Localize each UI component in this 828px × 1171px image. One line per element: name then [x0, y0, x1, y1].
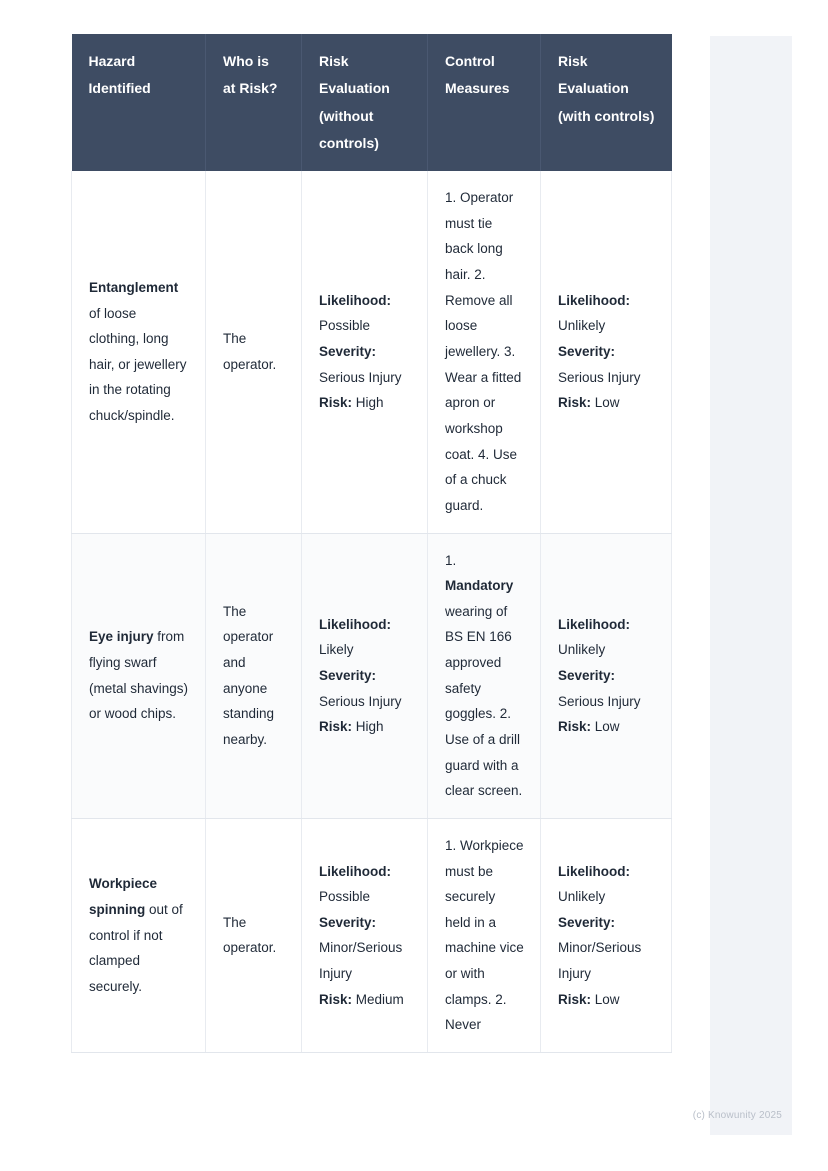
hazard-description: from flying swarf (metal shavings) or wood chips.	[89, 629, 189, 722]
likelihood-value: Possible	[319, 889, 371, 905]
risk-value: Low	[591, 991, 620, 1007]
hazard-name: Eye injury	[89, 629, 154, 645]
likelihood-value: Likely	[319, 642, 354, 658]
risk-label: Risk:	[319, 395, 353, 411]
cell-control-measures	[428, 533, 541, 818]
severity-value: Serious Injury	[558, 693, 641, 709]
likelihood-value: Possible	[319, 318, 371, 334]
cell-risk-without-controls	[302, 171, 428, 533]
column-header-hazard: Hazard Identified	[72, 34, 206, 171]
severity-label: Severity:	[558, 344, 616, 360]
risk-value: Low	[591, 719, 620, 735]
severity-label: Severity:	[319, 914, 377, 930]
severity-value: Serious Injury	[319, 693, 402, 709]
risk-value: High	[352, 719, 384, 735]
cell-control-measures: 1. Workpiece must be securely held in a machine vice or with clamps. 2. Never	[428, 818, 541, 1052]
column-header-control-measures: Control Measures	[428, 34, 541, 171]
risk-label: Risk:	[558, 991, 592, 1007]
likelihood-label: Likelihood:	[558, 616, 630, 632]
table-row	[72, 818, 672, 1052]
table-row	[72, 171, 672, 533]
likelihood-label: Likelihood:	[319, 616, 391, 632]
likelihood-label: Likelihood:	[558, 863, 630, 879]
severity-label: Severity:	[319, 667, 377, 683]
control-measures-emphasis: Mandatory	[445, 578, 514, 594]
cell-risk-without-controls	[302, 533, 428, 818]
cell-risk-with-controls	[541, 533, 672, 818]
hazard-name: Workpiece spinning	[89, 876, 158, 918]
table-header-row	[72, 34, 672, 171]
watermark: (c) Knowunity 2025	[692, 1110, 782, 1121]
cell-hazard	[72, 818, 206, 1052]
cell-control-measures: 1. Operator must tie back long hair. 2. Remove all loose jewellery. 3. Wear a fitted apron or workshop coat. 4. Use of a chuck guard.	[428, 171, 541, 533]
severity-label: Severity:	[558, 667, 616, 683]
likelihood-value: Unlikely	[558, 318, 606, 334]
likelihood-label: Likelihood:	[319, 292, 391, 308]
likelihood-label: Likelihood:	[558, 292, 630, 308]
hazard-description: out of control if not clamped securely.	[89, 902, 183, 994]
risk-label: Risk:	[319, 719, 353, 735]
hazard-description: of loose clothing, long hair, or jewellery in the rotating chuck/spindle.	[89, 305, 187, 424]
severity-label: Severity:	[319, 344, 377, 360]
cell-hazard	[72, 171, 206, 533]
severity-value: Minor/Serious Injury	[558, 940, 642, 982]
risk-label: Risk:	[558, 719, 592, 735]
column-header-risk-without-controls: Risk Evaluation (without controls)	[302, 34, 428, 171]
right-side-panel	[710, 36, 792, 1135]
severity-value: Serious Injury	[558, 369, 641, 385]
risk-assessment-table	[71, 34, 672, 1053]
cell-risk-with-controls	[541, 171, 672, 533]
cell-who-at-risk: The operator.	[206, 171, 302, 533]
cell-who-at-risk: The operator.	[206, 818, 302, 1052]
likelihood-value: Unlikely	[558, 642, 606, 658]
control-measures-prefix: 1.	[445, 552, 457, 568]
cell-risk-without-controls	[302, 818, 428, 1052]
likelihood-label: Likelihood:	[319, 863, 391, 879]
table-row	[72, 533, 672, 818]
cell-hazard	[72, 533, 206, 818]
risk-value: Low	[591, 395, 620, 411]
hazard-name: Entanglement	[89, 279, 179, 295]
risk-label: Risk:	[319, 991, 353, 1007]
risk-label: Risk:	[558, 395, 592, 411]
column-header-who-at-risk: Who is at Risk?	[206, 34, 302, 171]
severity-value: Serious Injury	[319, 369, 402, 385]
likelihood-value: Unlikely	[558, 889, 606, 905]
control-measures-text: wearing of BS EN 166 approved safety goggles. 2. Use of a drill guard with a clear screen.	[445, 603, 523, 799]
cell-risk-with-controls	[541, 818, 672, 1052]
cell-who-at-risk: The operator and anyone standing nearby.	[206, 533, 302, 818]
risk-value: Medium	[352, 991, 404, 1007]
severity-value: Minor/Serious Injury	[319, 940, 403, 982]
severity-label: Severity:	[558, 914, 616, 930]
risk-value: High	[352, 395, 384, 411]
column-header-risk-with-controls: Risk Evaluation (with controls)	[541, 34, 672, 171]
